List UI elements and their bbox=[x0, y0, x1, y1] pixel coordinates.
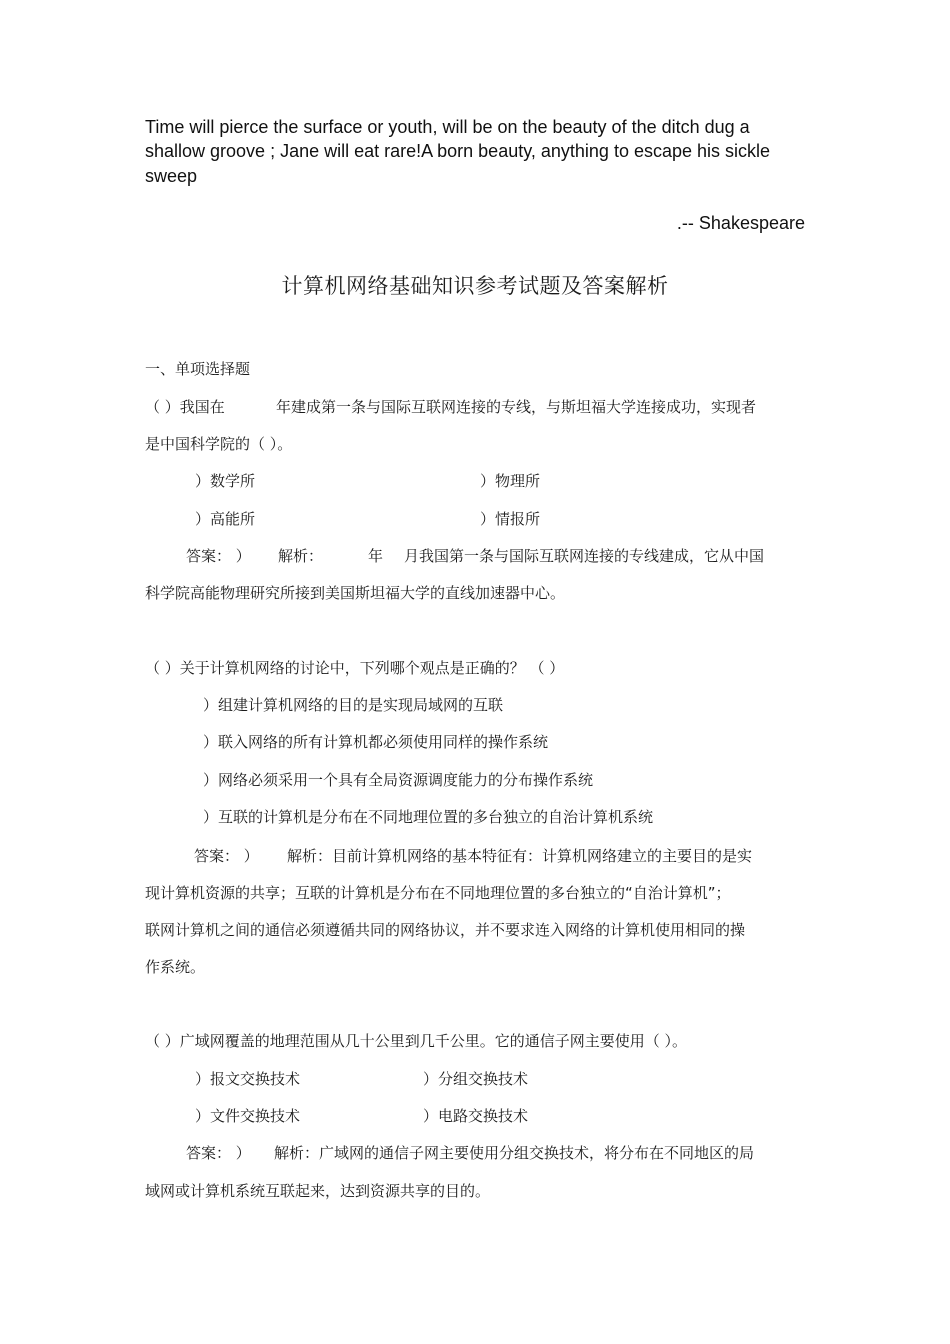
q2-analysis-line-1: 解析：目前计算机网络的基本特征有：计算机网络建立的主要目的是实 bbox=[287, 847, 753, 865]
section-heading: 一、单项选择题 bbox=[145, 360, 251, 378]
q1-option-a: ）数学所 bbox=[195, 472, 256, 490]
q3-stem: （ ）广域网覆盖的地理范围从几十公里到几千公里。它的通信子网主要使用（ ）。 bbox=[145, 1032, 688, 1050]
quote-author: .-- Shakespeare bbox=[676, 213, 805, 233]
q2-analysis-line-3: 联网计算机之间的通信必须遵循共同的网络协议，并不要求连入网络的计算机使用相同的操 bbox=[145, 921, 746, 939]
q2-option-c: ）网络必须采用一个具有全局资源调度能力的分布操作系统 bbox=[203, 771, 594, 789]
q2-option-a: ）组建计算机网络的目的是实现局域网的互联 bbox=[203, 696, 504, 714]
q1-analysis-label: 解析： bbox=[278, 547, 324, 565]
document-title: 计算机网络基础知识参考试题及答案解析 bbox=[281, 274, 669, 298]
quote-line-2: shallow groove ; Jane will eat rare!A born beauty, anything to escape his sickle bbox=[145, 141, 771, 161]
q2-stem: （ ）关于计算机网络的讨论中，下列哪个观点是正确的？ （ ） bbox=[145, 659, 565, 677]
quote-line-3: sweep bbox=[145, 166, 198, 186]
q1-stem-rest: 年建成第一条与国际互联网连接的专线，与斯坦福大学连接成功，实现者 bbox=[276, 398, 757, 416]
q2-option-b: ）联入网络的所有计算机都必须使用同样的操作系统 bbox=[203, 733, 549, 751]
q3-option-c: ）文件交换技术 bbox=[195, 1107, 301, 1125]
q1-analysis-line-2: 科学院高能物理研究所接到美国斯坦福大学的直线加速器中心。 bbox=[145, 584, 566, 602]
q1-analysis-line-1: 月我国第一条与国际互联网连接的专线建成，它从中国 bbox=[404, 547, 765, 565]
q1-stem-end: 是中国科学院的（ ）。 bbox=[145, 435, 293, 453]
q3-analysis-line-1: 解析：广域网的通信子网主要使用分组交换技术，将分布在不同地区的局 bbox=[274, 1144, 755, 1162]
q1-answer-label: 答案： ） bbox=[186, 547, 251, 565]
q1-option-d: ）情报所 bbox=[480, 510, 541, 528]
q2-answer-label: 答案： ） bbox=[194, 847, 259, 865]
q2-option-d: ）互联的计算机是分布在不同地理位置的多台独立的自治计算机系统 bbox=[203, 808, 654, 826]
q1-option-c: ）高能所 bbox=[195, 510, 256, 528]
q2-analysis-line-2: 现计算机资源的共享；互联的计算机是分布在不同地理位置的多台独立的“自治计算机”； bbox=[145, 884, 731, 902]
q1-analysis-year: 年 bbox=[368, 547, 384, 565]
q2-analysis-line-4: 作系统。 bbox=[145, 958, 206, 976]
q3-option-a: ）报文交换技术 bbox=[195, 1070, 301, 1088]
q3-answer-label: 答案： ） bbox=[186, 1144, 251, 1162]
q3-option-d: ）电路交换技术 bbox=[423, 1107, 529, 1125]
q1-option-b: ）物理所 bbox=[480, 472, 541, 490]
quote-line-1: Time will pierce the surface or youth, will be on the beauty of the ditch dug a bbox=[145, 117, 750, 137]
q3-option-b: ）分组交换技术 bbox=[423, 1070, 529, 1088]
q3-analysis-line-2: 域网或计算机系统互联起来，达到资源共享的目的。 bbox=[145, 1182, 491, 1200]
q1-stem-start: （ ）我国在 bbox=[145, 398, 225, 416]
